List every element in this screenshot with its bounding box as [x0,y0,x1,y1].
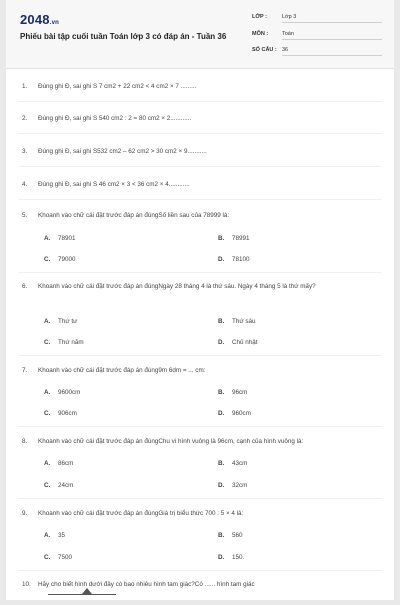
meta-class-label: LỚP : [252,14,267,20]
answer-option[interactable]: C. 906cm [44,410,77,417]
question-number: 8. [22,438,28,445]
triangle-figure-peak [82,588,92,594]
answer-option[interactable]: A. 78901 [44,235,76,242]
question-text: Khoanh vào chữ cái đặt trước đáp án đúngGiá trị biểu thức 700 : 5 × 4 là: [38,510,244,517]
divider [18,498,382,499]
question-number: 3. [22,148,28,155]
answer-option[interactable]: D. 960cm [218,410,251,417]
answer-option[interactable]: A. 86cm [44,460,74,467]
divider [18,272,382,273]
answer-option[interactable]: B. Thứ sáu [218,318,256,325]
worksheet-page [6,0,394,600]
divider [18,133,382,134]
answer-option[interactable]: B. 78991 [218,235,250,242]
answer-option[interactable]: B. 96cm [218,389,248,396]
question-number: 2. [22,115,28,122]
answer-option[interactable]: A. 35 [44,532,66,539]
answer-option[interactable]: D. 150. [218,554,245,561]
question-number: 1. [22,83,28,90]
answer-option[interactable]: D. Chủ nhật [218,339,258,346]
divider [18,570,382,571]
question-text: Khoanh vào chữ cái đặt trước đáp án đúng9m 6dm = ... cm: [38,367,206,374]
meta-class [252,14,382,20]
question-number: 5. [22,212,28,219]
question-text: Khoanh vào chữ cái đặt trước đáp án đúngSố liền sau của 78999 là: [38,212,230,219]
meta-count-value: 36 [282,47,382,56]
answer-option[interactable]: B. 43cm [218,460,248,467]
question-number: 9. [22,510,28,517]
question-number: 7. [22,367,28,374]
answer-option[interactable]: C. 79000 [44,256,76,263]
meta-class-value: Lớp 3 [282,14,382,23]
divider [18,355,382,356]
question-text: Đúng ghi Đ, sai ghi S 540 cm2 : 2 = 80 cm2 × 2............ [38,115,192,122]
answer-option[interactable]: A. 9600cm [44,389,81,396]
site-logo[interactable]: 2048.vn [20,12,60,27]
meta-subject-value: Toán [282,31,382,40]
answer-option[interactable]: C. 7500 [44,554,73,561]
divider [18,199,382,200]
worksheet-title: Phiếu bài tập cuối tuần Toán lớp 3 có đáp án - Tuần 36 [20,32,227,41]
question-number: 4. [22,181,28,188]
answer-option[interactable]: D. 32cm [218,482,248,489]
question-number: 10. [22,581,31,588]
meta-subject-label: MÔN : [252,31,269,37]
question-text: Đúng ghi Đ, sai ghi S 7 cm2 + 22 cm2 < 4 cm2 × 7 ......... [38,83,197,90]
question-text: Khoanh vào chữ cái đặt trước đáp án đúngNgày 28 tháng 4 là thứ sáu. Ngày 4 tháng 5 là thứ mấy? [38,283,316,290]
meta-count-label: SỐ CÂU : [252,47,277,53]
divider [18,166,382,167]
worksheet-header [6,0,394,69]
answer-option[interactable]: D. 78100 [218,256,250,263]
meta-count [252,47,382,53]
divider [18,101,382,102]
answer-option[interactable]: A. Thứ tư [44,318,78,325]
answer-option[interactable]: C. 24cm [44,482,74,489]
meta-subject [252,31,382,37]
question-number: 6. [22,283,28,290]
question-text: Đúng ghi Đ, sai ghi S 46 cm2 × 3 < 36 cm2 × 4............ [38,181,190,188]
answer-option[interactable]: C. Thứ năm [44,339,84,346]
divider [18,426,382,427]
question-text: Khoanh vào chữ cái đặt trước đáp án đúngChu vi hình vuông là 96cm, cạnh của hình vuông là: [38,438,304,445]
answer-option[interactable]: B. 560 [218,532,243,539]
question-text: Hãy cho biết hình dưới đây có bao nhiêu hình tam giác?Có ...... hình tam giác [38,581,255,588]
question-text: Đúng ghi Đ, sai ghi S532 cm2 – 62 cm2 > 30 cm2 × 9........... [38,148,207,155]
